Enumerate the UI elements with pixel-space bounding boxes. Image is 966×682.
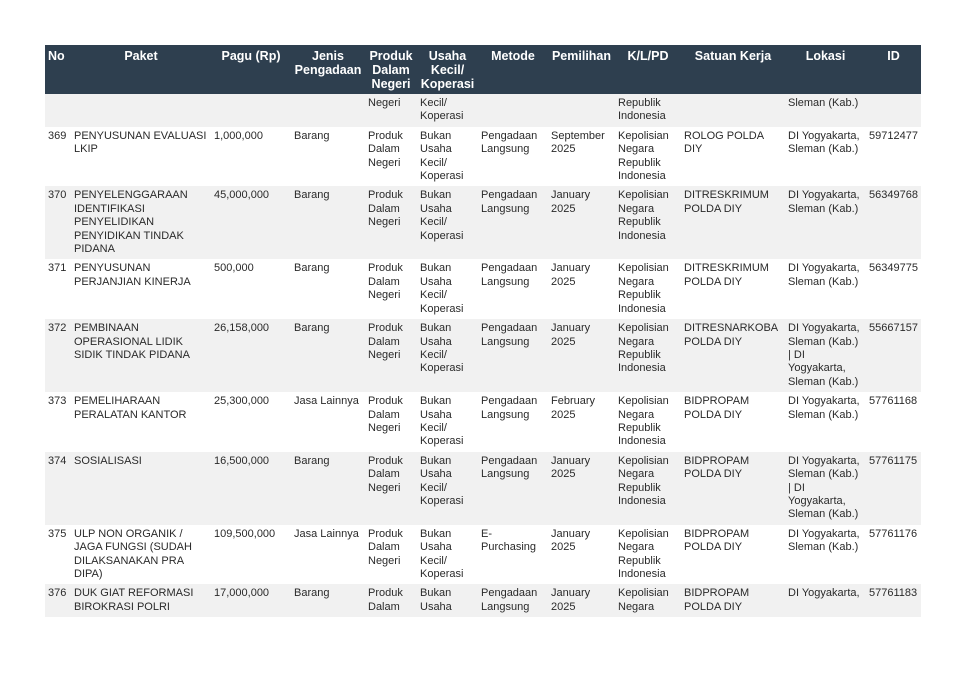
cell-id: 57761168 — [866, 392, 921, 452]
cell-jenis: Barang — [291, 584, 365, 617]
cell-usaha: Bukan Usaha Kecil/ Koperasi — [417, 525, 478, 585]
cell-metode: Pengadaan Langsung — [478, 392, 548, 452]
cell-satker: DITRESKRIMUM POLDA DIY — [681, 259, 785, 319]
cell-usaha: Bukan Usaha Kecil/ Koperasi — [417, 186, 478, 259]
cell-pagu: 16,500,000 — [211, 452, 291, 525]
cell-id: 59712477 — [866, 127, 921, 187]
table-body — [45, 94, 921, 617]
cell-pemilihan: January 2025 — [548, 186, 615, 259]
cell-klpd: Kepolisian Negara Republik Indonesia — [615, 259, 681, 319]
cell-metode: Pengadaan Langsung — [478, 127, 548, 187]
cell-produk: Produk Dalam Negeri — [365, 319, 417, 392]
cell-jenis: Jasa Lainnya — [291, 392, 365, 452]
header-jenis-line: Pengadaan — [294, 63, 362, 77]
table-header — [45, 45, 921, 94]
table-row — [45, 186, 921, 259]
header-usaha-line: Kecil/ — [430, 63, 465, 77]
header-no: No — [45, 45, 71, 94]
cell-no: 376 — [45, 584, 71, 617]
cell-no — [45, 94, 71, 127]
cell-satker: BIDPROPAM POLDA DIY — [681, 525, 785, 585]
header-lokasi: Lokasi — [785, 45, 866, 94]
cell-lokasi: DI Yogyakarta, Sleman (Kab.) — [785, 525, 866, 585]
cell-id: 55667157 — [866, 319, 921, 392]
cell-pemilihan: January 2025 — [548, 452, 615, 525]
cell-pagu: 25,300,000 — [211, 392, 291, 452]
cell-metode: Pengadaan Langsung — [478, 584, 548, 617]
table-row — [45, 319, 921, 392]
cell-jenis — [291, 94, 365, 127]
cell-id: 56349768 — [866, 186, 921, 259]
cell-pemilihan: January 2025 — [548, 259, 615, 319]
cell-pagu: 26,158,000 — [211, 319, 291, 392]
cell-paket: PEMELIHARAAN PERALATAN KANTOR — [71, 392, 211, 452]
cell-klpd: Kepolisian Negara Republik Indonesia — [615, 186, 681, 259]
cell-jenis: Barang — [291, 452, 365, 525]
cell-metode: Pengadaan Langsung — [478, 186, 548, 259]
cell-lokasi: DI Yogyakarta, Sleman (Kab.) — [785, 186, 866, 259]
cell-klpd: Kepolisian Negara Republik Indonesia — [615, 319, 681, 392]
cell-produk: Negeri — [365, 94, 417, 127]
cell-pemilihan — [548, 94, 615, 127]
cell-satker: ROLOG POLDA DIY — [681, 127, 785, 187]
cell-pemilihan: January 2025 — [548, 525, 615, 585]
cell-produk: Produk Dalam Negeri — [365, 452, 417, 525]
header-jenis-line: Jenis — [312, 49, 344, 63]
cell-metode: E-Purchasing — [478, 525, 548, 585]
cell-paket — [71, 94, 211, 127]
cell-klpd: Kepolisian Negara Republik Indonesia — [615, 525, 681, 585]
header-pagu: Pagu (Rp) — [211, 45, 291, 94]
cell-produk: Produk Dalam Negeri — [365, 392, 417, 452]
header-klpd: K/L/PD — [615, 45, 681, 94]
header-metode: Metode — [478, 45, 548, 94]
cell-id: 56349775 — [866, 259, 921, 319]
procurement-table — [45, 45, 921, 617]
header-usaha — [417, 45, 478, 94]
cell-pagu: 1,000,000 — [211, 127, 291, 187]
cell-jenis: Barang — [291, 127, 365, 187]
cell-paket: ULP NON ORGANIK / JAGA FUNGSI (SUDAH DILAKSANAKAN PRA DIPA) — [71, 525, 211, 585]
cell-pemilihan: January 2025 — [548, 584, 615, 617]
cell-pemilihan: February 2025 — [548, 392, 615, 452]
cell-usaha: Bukan Usaha — [417, 584, 478, 617]
cell-paket: SOSIALISASI — [71, 452, 211, 525]
cell-produk: Produk Dalam — [365, 584, 417, 617]
cell-lokasi: DI Yogyakarta, Sleman (Kab.) — [785, 259, 866, 319]
cell-produk: Produk Dalam Negeri — [365, 525, 417, 585]
cell-no: 374 — [45, 452, 71, 525]
header-produk-line: Dalam — [372, 63, 410, 77]
cell-pagu: 17,000,000 — [211, 584, 291, 617]
cell-no: 370 — [45, 186, 71, 259]
cell-satker: DITRESNARKOBA POLDA DIY — [681, 319, 785, 392]
cell-lokasi: DI Yogyakarta, Sleman (Kab.) — [785, 392, 866, 452]
cell-pemilihan: September 2025 — [548, 127, 615, 187]
cell-pagu — [211, 94, 291, 127]
cell-lokasi: DI Yogyakarta, Sleman (Kab.) | DI Yogyakarta, Sleman (Kab.) — [785, 452, 866, 525]
cell-metode: Pengadaan Langsung — [478, 452, 548, 525]
cell-satker — [681, 94, 785, 127]
table-row — [45, 525, 921, 585]
header-produk — [365, 45, 417, 94]
cell-lokasi: DI Yogyakarta, Sleman (Kab.) — [785, 127, 866, 187]
cell-produk: Produk Dalam Negeri — [365, 259, 417, 319]
header-id: ID — [866, 45, 921, 94]
continuation-row — [45, 94, 921, 127]
cell-metode: Pengadaan Langsung — [478, 319, 548, 392]
cell-metode: Pengadaan Langsung — [478, 259, 548, 319]
cell-klpd: Kepolisian Negara Republik Indonesia — [615, 452, 681, 525]
cell-jenis: Barang — [291, 319, 365, 392]
cell-no: 373 — [45, 392, 71, 452]
cell-satker: DITRESKRIMUM POLDA DIY — [681, 186, 785, 259]
cell-klpd: Republik Indonesia — [615, 94, 681, 127]
cell-paket: PEMBINAAN OPERASIONAL LIDIK SIDIK TINDAK PIDANA — [71, 319, 211, 392]
cell-metode — [478, 94, 548, 127]
cell-satker: BIDPROPAM POLDA DIY — [681, 584, 785, 617]
procurement-table-page — [45, 45, 921, 617]
cell-klpd: Kepolisian Negara — [615, 584, 681, 617]
cell-usaha: Bukan Usaha Kecil/ Koperasi — [417, 452, 478, 525]
cell-id: 57761183 — [866, 584, 921, 617]
table-row — [45, 259, 921, 319]
cell-paket: PENYUSUNAN PERJANJIAN KINERJA — [71, 259, 211, 319]
cell-pagu: 45,000,000 — [211, 186, 291, 259]
cell-pemilihan: January 2025 — [548, 319, 615, 392]
cell-usaha: Bukan Usaha Kecil/ Koperasi — [417, 392, 478, 452]
cell-pagu: 500,000 — [211, 259, 291, 319]
cell-usaha: Bukan Usaha Kecil/ Koperasi — [417, 127, 478, 187]
cell-jenis: Barang — [291, 259, 365, 319]
header-usaha-line: Koperasi — [420, 77, 475, 91]
cell-no: 371 — [45, 259, 71, 319]
cell-id — [866, 94, 921, 127]
header-jenis — [291, 45, 365, 94]
cell-no: 369 — [45, 127, 71, 187]
cell-id: 57761175 — [866, 452, 921, 525]
cell-id: 57761176 — [866, 525, 921, 585]
header-satker: Satuan Kerja — [681, 45, 785, 94]
header-produk-line: Produk — [369, 49, 413, 63]
header-pemilihan: Pemilihan — [548, 45, 615, 94]
table-row — [45, 584, 921, 617]
cell-jenis: Jasa Lainnya — [291, 525, 365, 585]
cell-no: 372 — [45, 319, 71, 392]
cell-paket: DUK GIAT REFORMASI BIROKRASI POLRI — [71, 584, 211, 617]
cell-pagu: 109,500,000 — [211, 525, 291, 585]
cell-no: 375 — [45, 525, 71, 585]
cell-satker: BIDPROPAM POLDA DIY — [681, 452, 785, 525]
header-usaha-line: Usaha — [428, 49, 467, 63]
cell-lokasi: Sleman (Kab.) — [785, 94, 866, 127]
cell-klpd: Kepolisian Negara Republik Indonesia — [615, 392, 681, 452]
cell-usaha: Bukan Usaha Kecil/ Koperasi — [417, 319, 478, 392]
cell-usaha: Kecil/ Koperasi — [417, 94, 478, 127]
cell-paket: PENYUSUNAN EVALUASI LKIP — [71, 127, 211, 187]
header-paket: Paket — [71, 45, 211, 94]
cell-lokasi: DI Yogyakarta, — [785, 584, 866, 617]
cell-produk: Produk Dalam Negeri — [365, 186, 417, 259]
cell-jenis: Barang — [291, 186, 365, 259]
header-produk-line: Negeri — [371, 77, 411, 91]
cell-klpd: Kepolisian Negara Republik Indonesia — [615, 127, 681, 187]
table-row — [45, 452, 921, 525]
cell-usaha: Bukan Usaha Kecil/ Koperasi — [417, 259, 478, 319]
cell-produk: Produk Dalam Negeri — [365, 127, 417, 187]
table-row — [45, 392, 921, 452]
cell-paket: PENYELENGGARAAN IDENTIFIKASI PENYELIDIKAN PENYIDIKAN TINDAK PIDANA — [71, 186, 211, 259]
cell-lokasi: DI Yogyakarta, Sleman (Kab.) | DI Yogyakarta, Sleman (Kab.) — [785, 319, 866, 392]
table-row — [45, 127, 921, 187]
cell-satker: BIDPROPAM POLDA DIY — [681, 392, 785, 452]
